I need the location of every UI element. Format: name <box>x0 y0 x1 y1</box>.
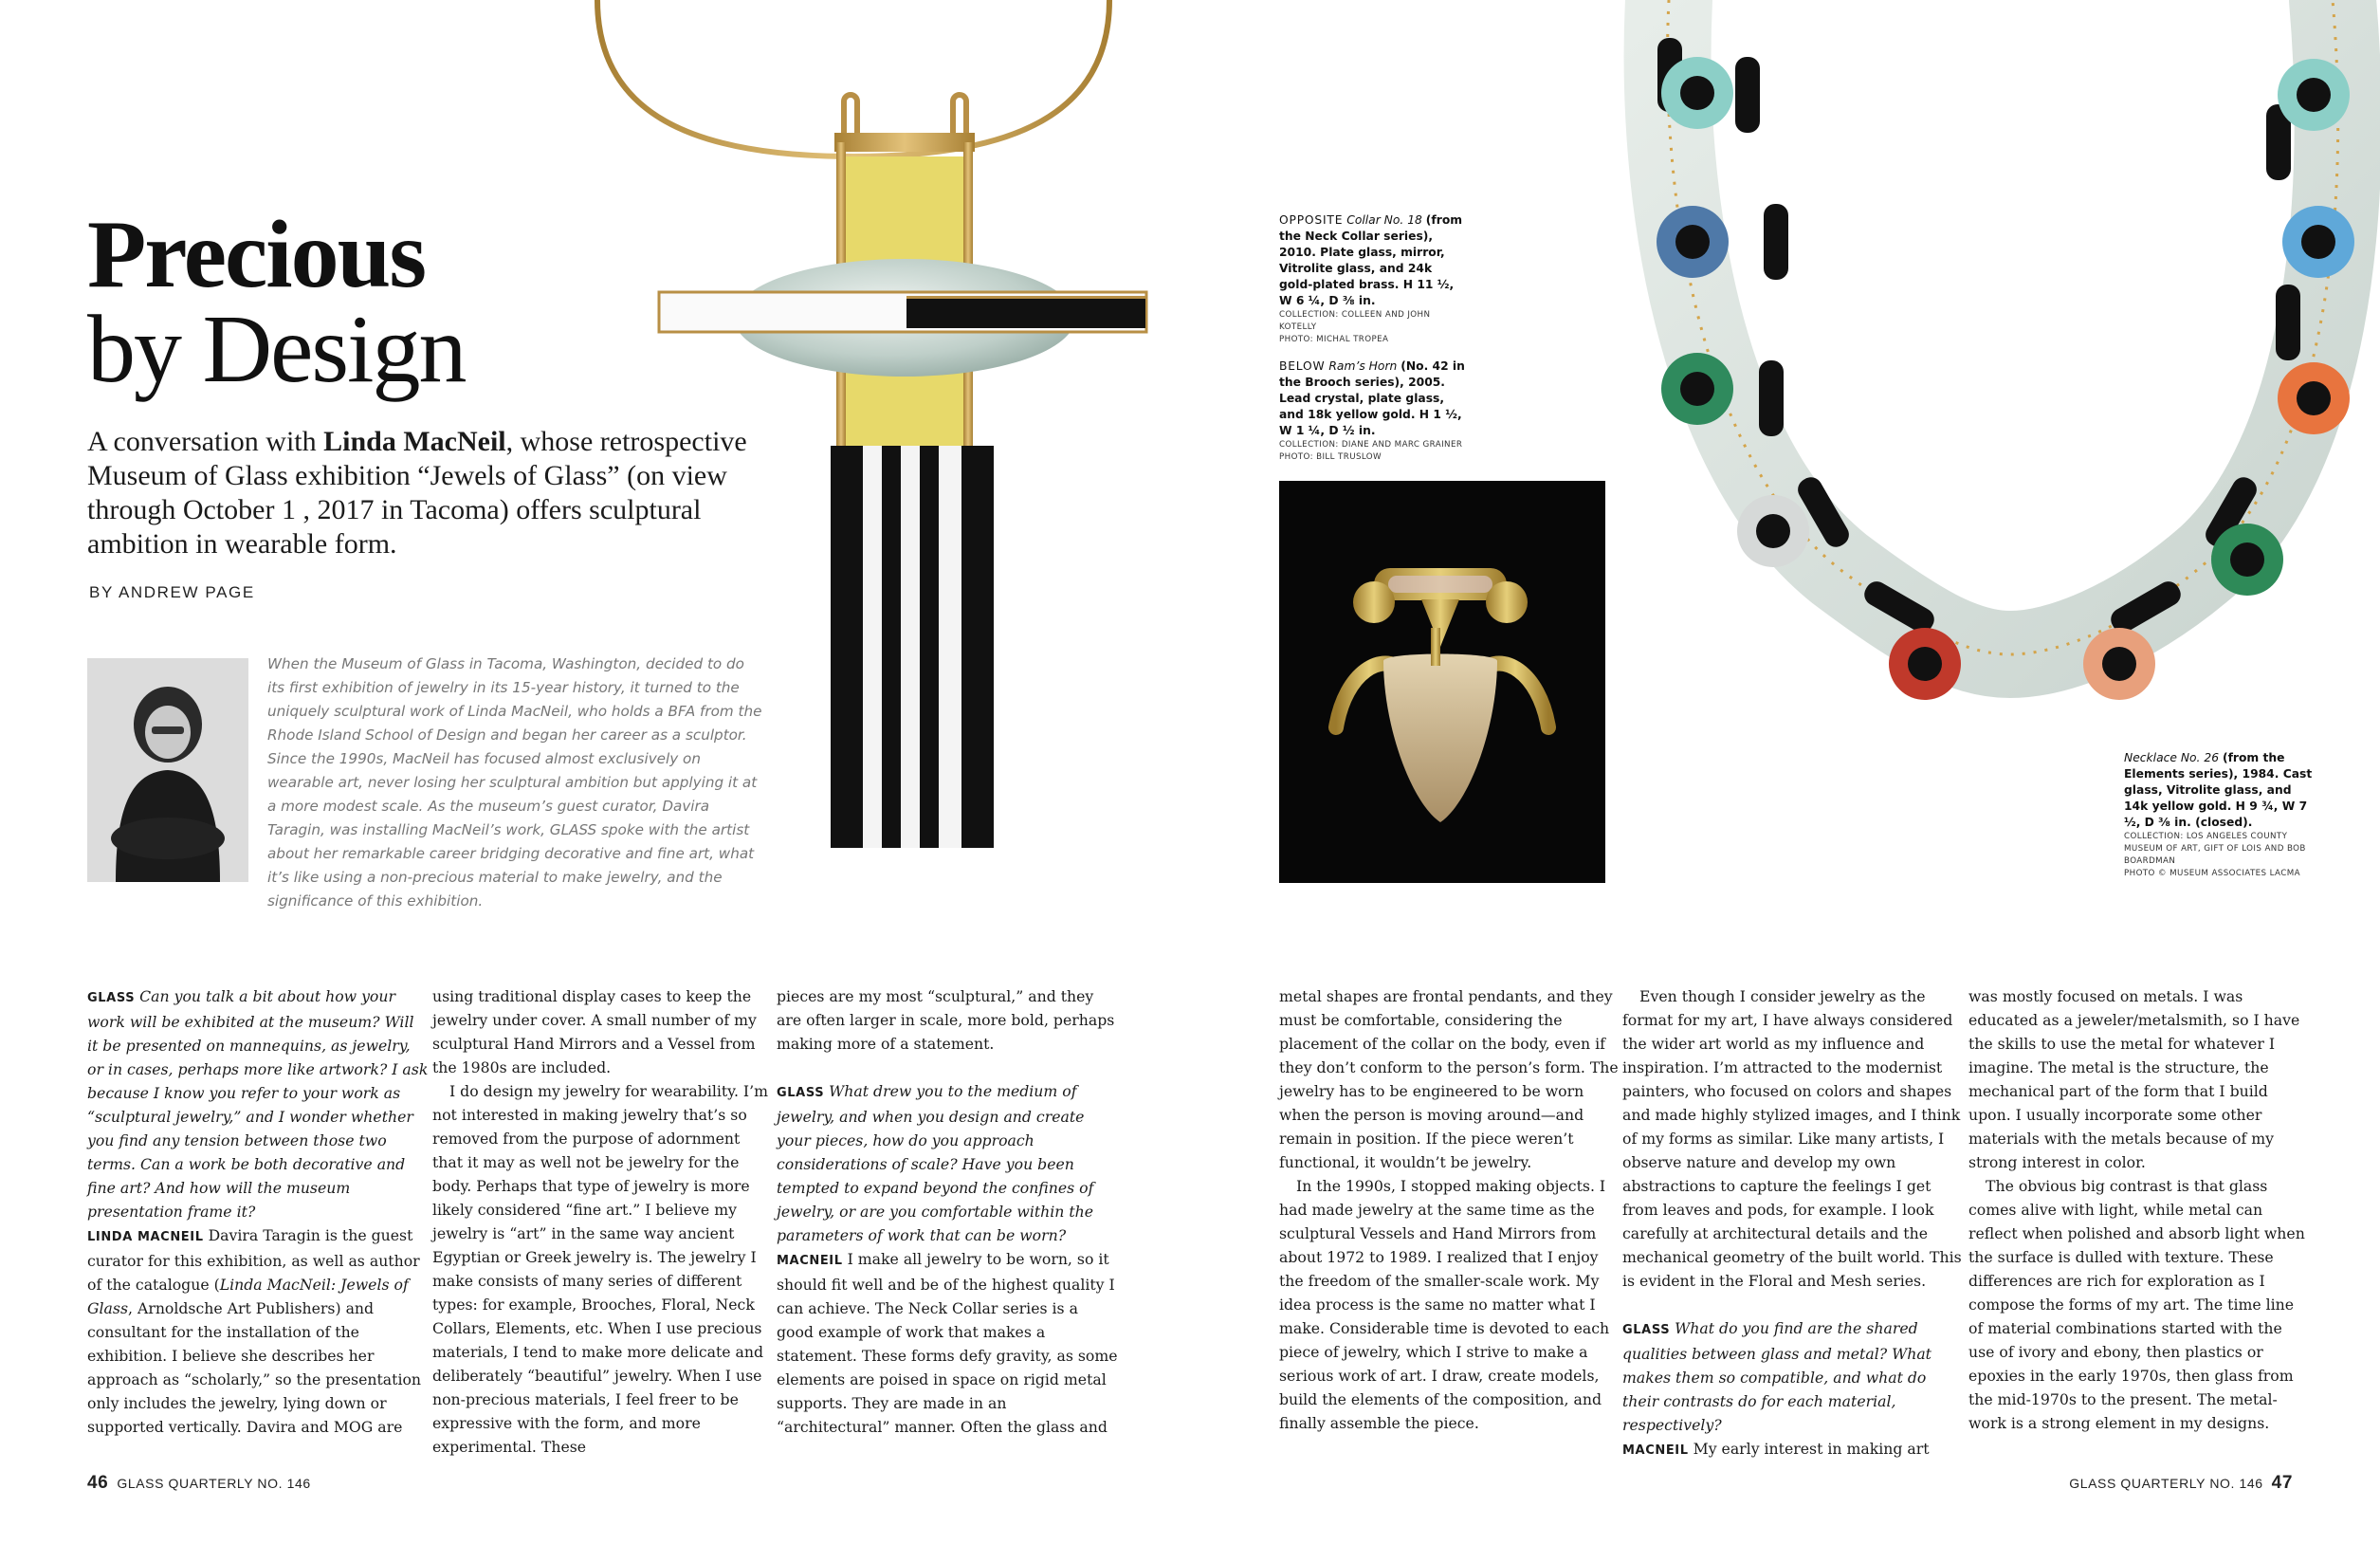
folio-right <box>2069 1473 2293 1494</box>
caption-necklace-title: Necklace No. 26 <box>2124 751 2220 764</box>
author-portrait <box>87 658 248 882</box>
speaker-glass-2: GLASS <box>777 1086 825 1100</box>
answer-1-end: , Arnoldsche Art Publishers) and consultant for the installation of the exhibition. I believe she describes her approach as “scholarly,” so the presentation only includes the jewelry, lying down or supported vertically. Davira and MOG are <box>87 1299 422 1436</box>
page-number-right: 47 <box>2271 1473 2293 1493</box>
col4-paragraph-1: metal shapes are frontal pendants, and they must be comfortable, considering the placement of the collar on the body, even if they don’t conform to the person’s form. The jewelry has to be engineered to be worn when the person is moving around—and remain in position. If the piece weren’t functional, it wouldn’t be jewelry. <box>1279 987 1619 1171</box>
byline: BY ANDREW PAGE <box>89 583 255 601</box>
col4-paragraph-2: In the 1990s, I stopped making objects. I had made jewelry at the same time as the sculptural Vessels and Hand Mirrors from about 1972 to 1989. I realized that I enjoy the freedom of the smaller-scale work. My idea process is the same no matter what I make. Considerable time is devoted to each piece of jewelry, which I strive to make a serious work of art. I draw, create models, build the elements of the composition, and finally assemble the piece. <box>1279 1177 1610 1432</box>
speaker-glass-3: GLASS <box>1622 1323 1671 1337</box>
col2-paragraph-2: I do design my jewelry for wearability. I’m not interested in making jewelry that’s so removed from the purpose of adornment that it may as well not be jewelry for the body. Perhaps that type of jewelry is more likely considered “fine art.” I believe my jewelry is “art” in the same way ancient Egyptian or Greek jewelry is. The jewelry I make consists of many series of different types: for example, Brooches, Floral, Neck Collars, Elements, etc. When I use precious materials, I tend to make more delicate and deliberately “beautiful” jewelry. When I use non-precious materials, I feel freer to be expressive with the form, and more experimental. These <box>432 1082 768 1456</box>
page-number-left: 46 <box>87 1473 109 1493</box>
rams-horn-brooch-photo <box>1279 481 1605 883</box>
caption-below-collection: COLLECTION: DIANE AND MARC GRAINER <box>1279 440 1463 450</box>
necklace-no-26-photo <box>1602 0 2380 749</box>
answer-1-start: Davira Taragin is the guest curator for this exhibition, as well as author of the catalogue ( <box>87 1226 420 1294</box>
intro-paragraph: When the Museum of Glass in Tacoma, Washington, decided to do its first exhibition of jewelry in its 15-year history, it turned to the uniquely sculptural work of Linda MacNeil, who holds a BFA from the Rhode Island School of Design and began her career as a sculptor. Since the 1990s, MacNeil has focused almost exclusively on wearable art, never losing her sculptural ambition but applying it at a more modest scale. As the museum’s guest curator, Davira Taragin, was installing MacNeil’s work, GLASS spoke with the artist about her remarkable career bridging decorative and fine art, what it’s like using a non-precious material to make jewelry, and the significance of this exhibition. <box>267 655 762 910</box>
caption-below-photo-credit: PHOTO: BILL TRUSLOW <box>1279 452 1382 462</box>
body-column-4 <box>1279 984 1620 1435</box>
article-title-line-1: Precious <box>87 201 426 308</box>
caption-opposite-label: OPPOSITE <box>1279 213 1344 227</box>
catalogue-title: Linda MacNeil: Jewels of Glass <box>87 1276 409 1317</box>
folio-right-text: GLASS QUARTERLY NO. 146 <box>2069 1476 2263 1491</box>
dek-text-end: , whose retrospective Museum of Glass exhibition “Jewels of Glass” (on view through October 1 , 2017 in Tacoma) offers sculptural ambition in wearable form. <box>87 426 747 560</box>
answer-3: My early interest in making art <box>1693 1440 1930 1458</box>
speaker-macneil: MACNEIL <box>777 1254 843 1268</box>
question-2: What drew you to the medium of jewelry, and when you design and create your pieces, how do you approach considerations of scale? Have you been tempted to expand beyond the confines of jewelry, or are you comfortable within the parameters of work that can be worn? <box>777 1082 1094 1244</box>
body-column-6 <box>1968 984 2310 1435</box>
dek-artist-name: Linda MacNeil <box>323 426 506 457</box>
question-3: What do you find are the shared qualities between glass and metal? What makes them so compatible, and what do their contrasts do for each material, respectively? <box>1622 1319 1931 1434</box>
portrait-photo <box>87 658 248 882</box>
article-title-line-2: by Design <box>87 296 466 403</box>
caption-opposite-details: (from the Neck Collar series), 2010. Plate glass, mirror, Vitrolite glass, and 24k gold-plated brass. H 11 ½, W 6 ¼, D ⅜ in. <box>1279 213 1463 307</box>
body-column-2 <box>432 984 774 1459</box>
caption-opposite-collection: COLLECTION: COLLEEN AND JOHN KOTELLY <box>1279 310 1431 332</box>
speaker-glass: GLASS <box>87 991 136 1005</box>
col6-paragraph-2: The obvious big contrast is that glass comes alive with light, while metal can reflect when polished and absorb light when the surface is dulled with texture. These differences are rich for exploration as I compose the forms of my art. The time line of material combinations started with the use of ivory and ebony, then plastics or epoxies in the early 1970s, then glass from the mid-1970s to the present. The metal-work is a strong element in my designs. <box>1968 1177 2305 1432</box>
col5-paragraph-1: Even though I consider jewelry as the format for my art, I have always considered the wider art world as my influence and inspiration. I’m attracted to the modernist painters, who focused on colors and shapes and made highly stylized images, and I think of my forms as similar. Like many artists, I observe nature and develop my own abstractions to capture the feelings I get from leaves and pods, for example. I look carefully at architectural details and the mechanical geometry of the built world. This is evident in the Floral and Mesh series. <box>1622 987 1962 1290</box>
caption-below-title: Ram’s Horn <box>1328 359 1398 373</box>
caption-below <box>1279 358 1469 464</box>
question-1: Can you talk a bit about how your work will be exhibited at the museum? Will it be presented on mannequins, as jewelry, or in cases, perhaps more like artwork? I ask because I know you refer to your work as “sculptural jewelry,” and I wonder whether you find any tension between those two terms. Can a work be both decorative and fine art? And how will the museum presentation frame it? <box>87 987 429 1221</box>
body-column-3 <box>777 984 1118 1439</box>
caption-opposite-photo-credit: PHOTO: MICHAL TROPEA <box>1279 335 1389 344</box>
caption-below-label: BELOW <box>1279 359 1326 373</box>
col6-paragraph-1: was mostly focused on metals. I was educated as a jeweler/metalsmith, so I have the skills to use the metal for whatever I imagine. The metal is the structure, the mechanical part of the form that I build upon. I usually incorporate some other materials with the metals because of my strong interest in color. <box>1968 987 2300 1171</box>
col3-paragraph-1: pieces are my most “sculptural,” and they are often larger in scale, more bold, perhaps making more of a statement. <box>777 987 1115 1053</box>
body-column-1 <box>87 984 429 1439</box>
col2-paragraph-1: using traditional display cases to keep the jewelry under cover. A small number of my sculptural Hand Mirrors and a Vessel from the 1980s are included. <box>432 987 757 1076</box>
caption-opposite <box>1279 212 1469 346</box>
dek-text-start: A conversation with <box>87 426 324 457</box>
answer-2: I make all jewelry to be worn, so it should fit well and be of the highest quality I can achieve. The Neck Collar series is a good example of work that makes a statement. These forms defy gravity, as some elements are poised in space on rigid metal supports. They are made in an “architectural” manner. Often the glass and <box>777 1250 1118 1436</box>
speaker-macneil-2: MACNEIL <box>1622 1443 1689 1458</box>
caption-below-details: (No. 42 in the Brooch series), 2005. Lead crystal, plate glass, and 18k yellow gold. H 1 ½, W 1 ¼, D ½ in. <box>1279 359 1465 437</box>
caption-necklace <box>2124 750 2314 880</box>
folio-left <box>87 1473 311 1494</box>
caption-necklace-details: (from the Elements series), 1984. Cast glass, Vitrolite glass, and 14k yellow gold. H 9 ¾, W 7 ½, D ⅜ in. (closed). <box>2124 751 2313 829</box>
caption-necklace-photo-credit: PHOTO © MUSEUM ASSOCIATES LACMA <box>2124 869 2300 878</box>
caption-opposite-title: Collar No. 18 <box>1346 213 1422 227</box>
folio-left-text: GLASS QUARTERLY NO. 146 <box>117 1476 311 1491</box>
body-column-5 <box>1622 984 1964 1462</box>
article-dek <box>87 425 751 561</box>
caption-necklace-collection: COLLECTION: LOS ANGELES COUNTY MUSEUM OF ART, GIFT OF LOIS AND BOB BOARDMAN <box>2124 832 2306 866</box>
speaker-linda-macneil: LINDA MACNEIL <box>87 1230 204 1244</box>
